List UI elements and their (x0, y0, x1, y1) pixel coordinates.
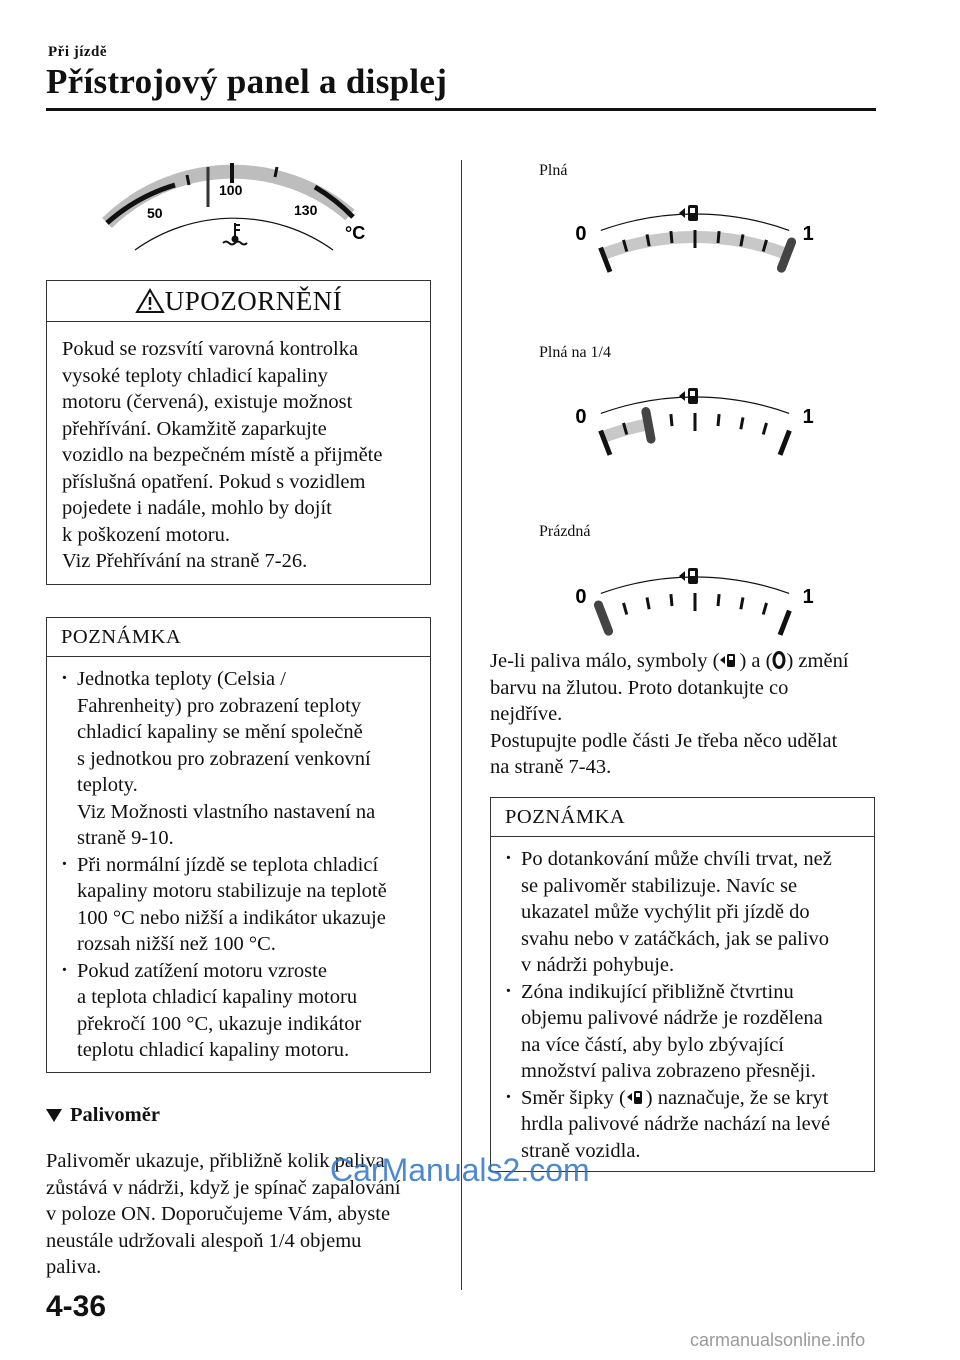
watermark-site: CarManuals2.com (330, 1152, 590, 1188)
note-line: objemu palivové nádrže je rozdělena (521, 1007, 823, 1029)
warning-line: k poškození motoru. (62, 523, 230, 546)
note-line: chladicí kapaliny se mění společně (77, 721, 363, 743)
note-line: 100 °C nebo nižší a indikátor ukazuje (77, 906, 386, 929)
fuel-gauge-caption-full: Plná (539, 162, 568, 179)
gauge-mark-50: 50 (147, 205, 163, 221)
fuel-gauge-quarter (545, 375, 845, 465)
gauge-tick (671, 231, 672, 243)
paragraph-line: barvu na žlutou. Proto dotankujte co (490, 676, 789, 699)
warning-line: Pokud se rozsvítí varovná kontrolka (62, 338, 359, 360)
note-line: kapaliny motoru stabilizuje na teplotě (77, 880, 387, 902)
note-line: hrdla palivové nádrže nachází na levé (521, 1113, 831, 1135)
warning-line: pojedete i nadále, mohlo by dojít (62, 497, 332, 519)
note-line: straně 9-10. (77, 827, 174, 849)
gauge-tick (647, 597, 649, 609)
text-run: ) naznačuje, že se kryt (645, 1086, 829, 1109)
note-line: · Pokud zatížení motoru vzroste (77, 959, 327, 982)
paragraph-line: v poloze ON. Doporučujeme Vám, abyste (46, 1203, 391, 1225)
note-box-right (490, 797, 875, 1172)
paragraph-line (490, 648, 880, 675)
gauge-needle (598, 605, 608, 631)
note-line: · Jednotka teploty (Celsia / (77, 668, 286, 690)
section-triangle-icon (46, 1109, 62, 1122)
fuel-pump-icon (719, 650, 739, 670)
warning-line: příslušná opatření. Pokud s vozidlem (62, 470, 366, 493)
gauge-tick (623, 603, 626, 615)
paragraph-line: Postupujte podle části Je třeba něco udělat (490, 729, 838, 752)
paragraph-line: paliva. (46, 1256, 102, 1278)
pump-window (690, 391, 695, 396)
warning-line: Viz Přehřívání na straně 7-26. (62, 550, 308, 572)
column-divider (461, 160, 462, 1290)
fuel-gauge-heading-text: Palivoměr (70, 1104, 160, 1126)
text-run: Směr šipky ( (521, 1086, 626, 1109)
low-fuel-paragraph (490, 648, 880, 781)
note-line: se palivoměr stabilizuje. Navíc se (521, 874, 798, 897)
text-run: Je-li paliva málo, symboly ( (490, 650, 720, 672)
fuel-pump-icon (679, 568, 698, 584)
note-line: překročí 100 °C, ukazuje indikátor (77, 1012, 362, 1035)
gauge-full-label: 1 (802, 585, 814, 608)
note-line: teplotu chladicí kapaliny motoru. (77, 1039, 350, 1061)
coolant-temperature-icon (223, 223, 247, 245)
note-item (505, 846, 866, 979)
warning-line: přehřívání. Okamžitě zaparkujte (62, 417, 327, 440)
paragraph-line: na straně 7-43. (490, 756, 612, 778)
fuel-gauge-caption-quarter: Plná na 1/4 (539, 344, 611, 361)
note-line: teploty. (77, 774, 138, 796)
arrow-shape (679, 391, 685, 401)
gauge-tick (718, 414, 719, 426)
gauge-full-label: 1 (802, 405, 814, 428)
pump-window (690, 571, 695, 576)
gauge-tick (763, 423, 766, 435)
note-header: POZNÁMKA (491, 798, 874, 837)
title-rule (46, 108, 876, 111)
fuel-gauge-heading (46, 1104, 160, 1127)
gauge-mark-100: 100 (219, 182, 243, 198)
fuel-gauge-full (545, 192, 845, 282)
warning-line: motoru (červená), existuje možnost (62, 391, 353, 413)
arrow-shape (679, 571, 685, 581)
fuel-gauge-empty (545, 555, 845, 645)
paragraph-line: neustále udržovali alespoň 1/4 objemu (46, 1229, 362, 1252)
note-line: na více částí, aby bylo zbývající (521, 1033, 784, 1056)
gauge-needle (646, 412, 651, 440)
watermark-footer: carmanualsonline.info (690, 1330, 866, 1350)
gauge-tick (780, 431, 789, 455)
section-label: Při jízdě (48, 44, 108, 60)
page-title: Přístrojový panel a displej (46, 62, 448, 101)
paragraph-line: zůstává v nádrži, když je spínač zapalování (46, 1176, 401, 1199)
note-line: · Při normální jízdě se teplota chladicí (77, 853, 379, 876)
warning-line: vozidlo na bezpečném místě a přijměte (62, 444, 383, 466)
note-line: množství paliva zobrazeno přesněji. (521, 1060, 816, 1082)
note-line: Fahrenheity) pro zobrazení teploty (77, 694, 362, 717)
page-number: 4-36 (46, 1290, 107, 1323)
gauge-needle (781, 242, 791, 268)
gauge-full-label: 1 (802, 222, 814, 245)
empty-mark-icon (772, 650, 786, 670)
note-item (61, 666, 422, 852)
gauge-tick (275, 167, 277, 177)
gauge-tick (780, 611, 789, 635)
note-list (491, 837, 874, 1164)
paragraph-line: Palivoměr ukazuje, přibližně kolik paliva (46, 1150, 385, 1172)
pump-window (690, 208, 695, 213)
warning-title: UPOZORNĚNÍ (164, 285, 343, 316)
note-item (505, 979, 866, 1085)
note-line: · Zóna indikující přibližně čtvrtinu (521, 980, 794, 1003)
gauge-unit: °C (345, 223, 366, 243)
gauge-tick (763, 603, 766, 615)
gauge-tick (741, 417, 743, 429)
warning-triangle-icon (135, 288, 165, 314)
gauge-tick (741, 597, 743, 609)
note-line: ukazatel může vychýlit při jízdě do (521, 901, 810, 923)
gauge-tick (187, 175, 189, 185)
gauge-tick (718, 231, 719, 243)
fuel-pump-icon (679, 388, 698, 404)
fuel-pump-arrow-icon (626, 1087, 646, 1107)
warning-box (46, 280, 431, 585)
gauge-tick (671, 414, 672, 426)
note-line: rozsah nižší než 100 °C. (77, 933, 276, 955)
coolant-temperature-gauge (95, 155, 395, 255)
gauge-mark-130: 130 (294, 202, 318, 218)
fuel-pump-icon (679, 205, 698, 221)
note-item (61, 958, 422, 1064)
note-line: s jednotkou pro zobrazení venkovní (77, 747, 371, 770)
note-line: Viz Možnosti vlastního nastavení na (77, 800, 376, 823)
note-list (47, 657, 430, 1064)
warning-header (47, 281, 430, 322)
note-box-left (46, 617, 431, 1073)
note-line (521, 1085, 866, 1112)
warning-body (47, 322, 430, 575)
paragraph-line: nejdříve. (490, 703, 563, 725)
gauge-tick (671, 594, 672, 606)
note-header: POZNÁMKA (47, 618, 430, 657)
gauge-empty-label: 0 (575, 405, 587, 428)
text-run: ) a ( (739, 650, 773, 672)
note-line: · Po dotankování může chvíli trvat, než (521, 848, 832, 870)
note-line: straně vozidla. (521, 1139, 641, 1162)
warning-line: vysoké teploty chladicí kapaliny (62, 364, 328, 387)
gauge-empty-label: 0 (575, 222, 587, 245)
note-line: v nádrži pohybuje. (521, 954, 675, 976)
gauge-empty-label: 0 (575, 585, 587, 608)
arrow-shape (679, 208, 685, 218)
note-line: svahu nebo v zatáčkách, jak se palivo (521, 927, 829, 950)
fuel-gauge-caption-empty: Prázdná (539, 523, 591, 540)
text-run: ) změní (786, 650, 849, 672)
note-line: a teplota chladicí kapaliny motoru (77, 986, 358, 1008)
note-item (61, 852, 422, 958)
gauge-tick (718, 594, 719, 606)
